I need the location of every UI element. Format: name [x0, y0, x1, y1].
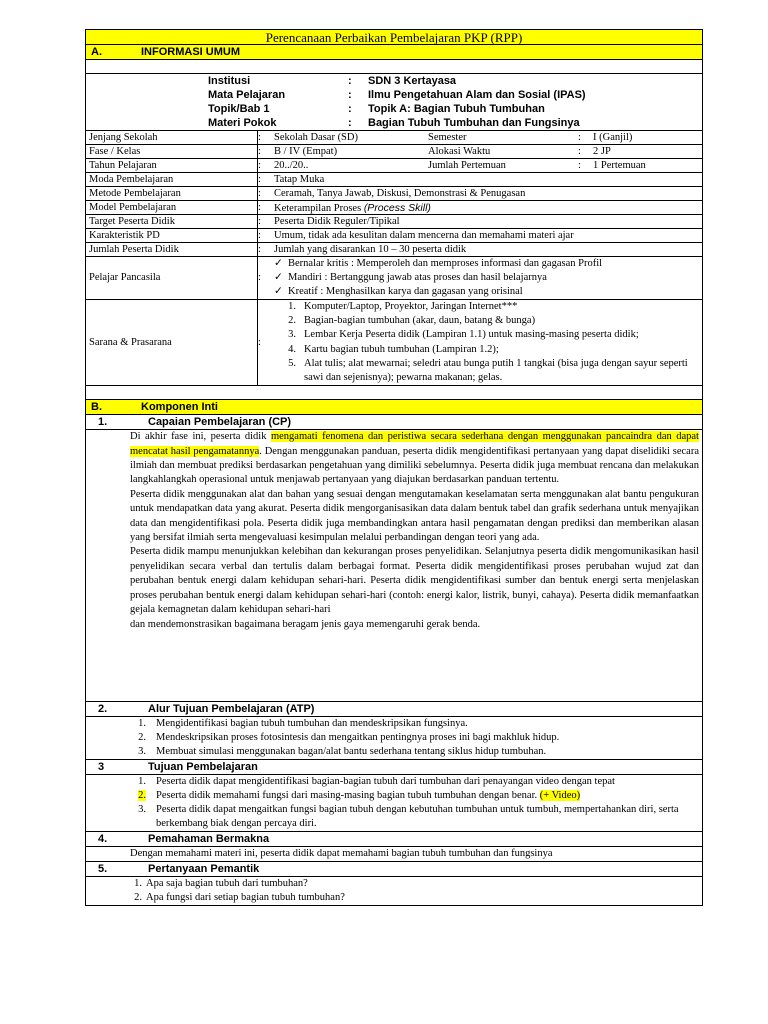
list-item: 3. Peserta didik dapat mengaitkan fungsi bagian tubuh dengan kebutuhan tumbuhan untuk tumbuh, mempertahankan diri, serta berkembang biak dengan percaya diri.	[138, 804, 679, 830]
list-item: 5. Alat tulis; alat mewarnai; seledri atau bunga putih 1 tangkai (bisa juga dengan sayur seperti sawi dan sejenisnya); pewarna makanan; gelas.	[288, 357, 688, 384]
checkmark-icon: ✓	[274, 258, 283, 269]
grid-row-jenjang: Jenjang Sekolah : Sekolah Dasar (SD) Semester : I (Ganjil)	[86, 131, 702, 145]
list-item: 1. Apa saja bagian tubuh dari tumbuhan?	[134, 878, 308, 890]
checkmark-icon: ✓	[274, 272, 283, 283]
section-a-number: A.	[91, 46, 102, 58]
info-block	[86, 74, 702, 131]
row-model: Model Pembelajaran : Keterampilan Proses (Process Skill)	[86, 201, 702, 215]
section-a-label: INFORMASI UMUM	[141, 46, 240, 58]
spacer-row	[86, 60, 702, 74]
list-item: ✓ Mandiri : Bertanggung jawab atas proses dan hasil belajarnya	[274, 272, 547, 283]
tujuan-header: 3 Tujuan Pembelajaran	[86, 760, 702, 775]
section-b-header	[86, 400, 702, 415]
rpp-document	[85, 29, 703, 906]
list-item: 2. Mendeskripsikan proses fotosintesis dan mengaitkan pentingnya proses ini bagi makhluk hidup.	[138, 732, 560, 744]
atp-header: 2. Alur Tujuan Pembelajaran (ATP)	[86, 702, 702, 717]
list-item: 3. Membuat simulasi menggunakan bagan/alat bantu sederhana tentang siklus hidup tumbuhan.	[138, 746, 547, 758]
info-row-topik: Topik/Bab 1 : Topik A: Bagian Tubuh Tumbuhan	[208, 103, 545, 115]
section-b-label: Komponen Inti	[141, 401, 218, 414]
info-row-mapel: Mata Pelajaran : Ilmu Pengetahuan Alam dan Sosial (IPAS)	[208, 89, 586, 101]
pertanyaan-content	[86, 877, 702, 905]
grid-row-tahun: Tahun Pelajaran : 20../20.. Jumlah Pertemuan : 1 Pertemuan	[86, 159, 702, 173]
list-item: 3. Lembar Kerja Peserta didik (Lampiran 1.1) untuk masing-masing peserta didik;	[288, 329, 639, 341]
pertanyaan-header: 5. Pertanyaan Pemantik	[86, 862, 702, 877]
list-item: 1. Komputer/Laptop, Proyektor, Jaringan Internet***	[288, 301, 518, 312]
list-item: 1. Mengidentifikasi bagian tubuh tumbuhan dan mendeskripsikan fungsinya.	[138, 718, 468, 730]
list-item: 2. Peserta didik memahami fungsi dari masing-masing bagian tubuh tumbuhan dengan benar. (+ Video)	[138, 790, 581, 802]
row-karakteristik: Karakteristik PD : Umum, tidak ada kesulitan dalam mencerna dan memahami materi ajar	[86, 229, 702, 243]
document-title: Perencanaan Perbaikan Pembelajaran PKP (RPP)	[86, 30, 702, 45]
atp-content	[86, 717, 702, 760]
list-item: 4. Kartu bagian tubuh tumbuhan (Lampiran 1.2);	[288, 343, 499, 355]
info-row-materi: Materi Pokok : Bagian Tubuh Tumbuhan dan Fungsinya	[208, 117, 580, 129]
grid-row-fase: Fase / Kelas : B / IV (Empat) Alokasi Waktu : 2 JP	[86, 145, 702, 159]
tujuan-list	[86, 775, 702, 831]
pancasila-list	[274, 257, 602, 299]
pemahaman-text: Dengan memahami materi ini, peserta didik dapat memahami bagian tubuh tumbuhan dan fungsinya	[86, 847, 702, 862]
list-item: 2. Bagian-bagian tumbuhan (akar, daun, batang & bunga)	[288, 315, 536, 327]
cp-content	[86, 430, 702, 702]
row-jumlah: Jumlah Peserta Didik : Jumlah yang disarankan 10 – 30 peserta didik	[86, 243, 702, 257]
info-row-institusi: Institusi : SDN 3 Kertayasa	[208, 75, 457, 87]
spacer-row	[86, 386, 702, 400]
row-metode: Metode Pembelajaran : Ceramah, Tanya Jawab, Diskusi, Demonstrasi & Penugasan	[86, 187, 702, 201]
list-item: ✓ Kreatif : Menghasilkan karya dan gagasan yang orisinal	[274, 286, 523, 297]
cp-paragraph-4: dan mendemonstrasikan bagaimana beragam jenis gaya memengaruhi gerak benda.	[130, 618, 481, 630]
checkmark-icon: ✓	[274, 286, 283, 297]
list-item: 1. Peserta didik dapat mengidentifikasi bagian-bagian tubuh dari tumbuhan dari penayangan video dengan tepat	[138, 776, 615, 788]
row-target: Target Peserta Didik : Peserta Didik Reguler/Tipikal	[86, 215, 702, 229]
list-item: ✓ Bernalar kritis : Memperoleh dan memproses informasi dan gagasan Profil	[274, 258, 603, 269]
cp-paragraph-2: Peserta didik menggunakan alat dan bahan yang sesuai dengan mengutamakan keselamatan serta menggunakan alat bantu pengukuran untuk mendapatkan data yang akurat. Peserta didik mengorganisasikan data dalam bentuk tabel dan grafik sederhana untuk menyajikan data dan mengidentifikasi pola. Peserta didik juga membandingkan antara hasil pengamatan dengan prediksi dan memberikan alasan yang bersifat ilmiah serta mengevaluasi kesimpulan melalui perbandingan dengan teori yang ada.	[130, 488, 699, 544]
atp-list	[86, 717, 702, 759]
cp-paragraph-1: Di akhir fase ini, peserta didik mengamati fenomena dan peristiwa secara sederhana dengan menggunakan pancaindra dan dapat mencatat hasil pengamatannya. Dengan menggunakan panduan, peserta didik mengidentifikasi pertanyaan yang dapat diselidiki secara ilmiah dan membuat prediksi berdasarkan pengetahuan yang dimiliki sebelumnya. Peserta didik juga membuat rencana dan melakukan langkahlangkah operasional untuk menjawab pertanyaan yang diajukan berdasarkan panduan tertentu.	[130, 431, 699, 486]
pertanyaan-list	[86, 877, 702, 905]
section-b-number: B.	[91, 401, 102, 414]
section-a-header	[86, 45, 702, 60]
row-pancasila: Pelajar Pancasila : ✓ Bernalar kritis : Memperoleh dan memproses informasi dan gagasan Profil ✓ Mandiri : Bertanggung jawab atas proses dan hasil belajarnya ✓ Kreatif : Menghasilkan karya dan gagasan yang orisinal	[86, 257, 702, 300]
row-moda: Moda Pembelajaran : Tatap Muka	[86, 173, 702, 187]
row-sarana: Sarana & Prasarana : 1. Komputer/Laptop, Proyektor, Jaringan Internet*** 2. Bagian-bagian tumbuhan (akar, daun, batang & bunga) 3. Lembar Kerja Peserta didik (Lampiran 1.1) untuk masing-masing peserta didik; 4. Kartu bagian tubuh tumbuhan (Lampiran 1.2); 5. Alat tulis; alat mewarnai; seledri atau bunga putih 1 tangkai (bisa juga dengan sayur seperti sawi dan sejenisnya); pewarna makanan; gelas.	[86, 300, 702, 386]
cp-paragraph-3: Peserta didik mampu menunjukkan kelebihan dan kekurangan proses penyelidikan. Selanjutnya peserta didik mengomunikasikan hasil penyelidikan secara verbal dan tertulis dalam berbagai format. Peserta didik mengidentifikasi proses perubahan wujud zat dan perubahan bentuk energi dalam kehidupan sehari-hari. Peserta didik mengidentifikasi sumber dan bentuk energi serta menjelaskan proses perubahan bentuk energi dalam kehidupan sehari-hari (contoh: energi kalor, listrik, bunyi, cahaya). Peserta didik memanfaatkan gejala kemagnetan dalam kehidupan sehari-hari	[130, 546, 699, 616]
sarana-list	[274, 300, 694, 385]
pemahaman-header: 4. Pemahaman Bermakna	[86, 832, 702, 847]
list-item: 2. Apa fungsi dari setiap bagian tubuh tumbuhan?	[134, 892, 345, 904]
cp-header: 1. Capaian Pembelajaran (CP)	[86, 415, 702, 430]
tujuan-content	[86, 775, 702, 832]
